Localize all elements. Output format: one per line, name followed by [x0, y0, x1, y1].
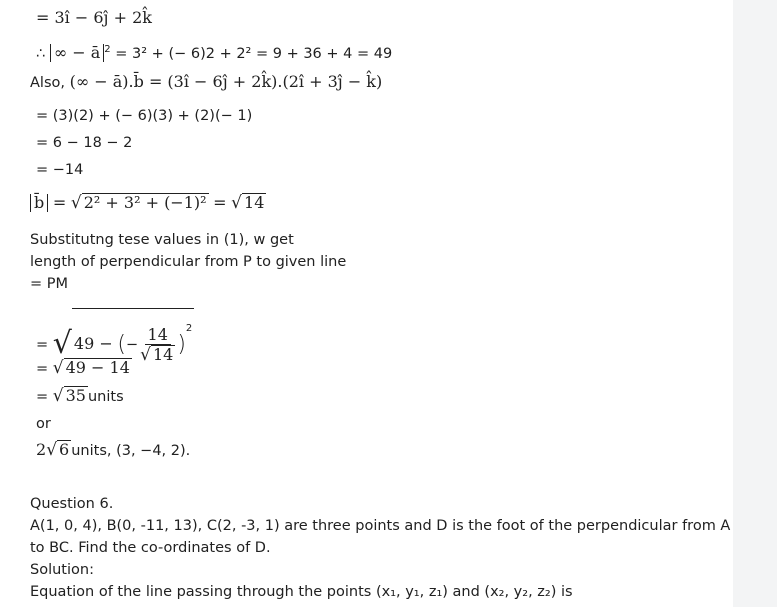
dot-product-expression: (∞ − ā).b̄ = (3î − 6ĵ + 2k̂).(2î + 3ĵ − k̂) [69, 72, 383, 91]
step-line-3 [30, 72, 382, 93]
right-sidebar [733, 0, 777, 607]
equals-sign: = [36, 337, 49, 353]
step-line-6: = −14 [36, 162, 84, 178]
or-label: or [36, 416, 51, 432]
sqrt-symbol: √ [52, 386, 64, 406]
term-49: 49 − [73, 334, 113, 353]
text-pm: = PM [30, 276, 69, 292]
sqrt-symbol: √ [70, 193, 82, 213]
power-2: 2 [104, 44, 111, 55]
step-line-4: = (3)(2) + (− 6)(3) + (2)(− 1) [36, 108, 253, 124]
magnitude-b: b̄ [30, 194, 48, 212]
text-length: length of perpendicular from P to given line [30, 254, 347, 270]
magnitude-expression: ∞ − ā [50, 44, 104, 62]
sqrt-symbol: √ [231, 193, 243, 213]
fraction: $\frac{14}{√ 14}$ [140, 325, 174, 365]
big-radicand: 49 − (− $\frac{14}{√ 14}$ )$^2$ [72, 308, 194, 365]
coefficient: 2 [36, 440, 47, 459]
step-line-2 [36, 40, 392, 64]
equals-sign: = [52, 193, 67, 212]
radicand: 2² + 3² + (−1)² [83, 193, 207, 212]
result-radicand: 14 [244, 193, 265, 212]
sqrt-symbol: √ [52, 326, 72, 361]
numerator: 14 [145, 326, 171, 345]
also-label: Also, [30, 75, 65, 91]
units-label: units [87, 389, 124, 405]
sqrt-symbol: √ [46, 440, 58, 460]
question-text-1: A(1, 0, 4), B(0, -11, 13), C(2, -3, 1) are three points and D is the foot of the perpendicular from A [30, 518, 731, 534]
solution-label: Solution: [30, 562, 94, 578]
therefore-symbol: ∴ [36, 45, 46, 62]
answer-line [36, 440, 190, 461]
text-substituting: Substitutng tese values in (1), w get [30, 232, 294, 248]
equals-sign: = [36, 389, 49, 405]
power-2: 2 [185, 323, 193, 334]
question-title: Question 6. [30, 496, 114, 512]
answer-rest: units, (3, −4, 2). [71, 443, 191, 459]
sqrt-symbol: √ [52, 358, 64, 378]
radicand: 49 − 14 [65, 358, 130, 377]
magnitude-b-line [30, 193, 266, 214]
question-text-2: to BC. Find the co-ordinates of D. [30, 540, 271, 556]
step-line-2-rest: = 3² + (− 6)2 + 2² = 9 + 36 + 4 = 49 [115, 45, 393, 62]
denominator: 14 [152, 345, 174, 364]
step-sqrt-49-14 [36, 358, 132, 379]
equals-sign: = [213, 193, 227, 212]
radicand: 6 [59, 440, 70, 459]
step-sqrt-35 [36, 386, 124, 407]
equals-sign: = [36, 361, 49, 377]
step-line-5: = 6 − 18 − 2 [36, 135, 133, 151]
radicand: 35 [65, 386, 86, 405]
step-line-1: = 3î − 6ĵ + 2k̂ [36, 8, 152, 27]
line-equation-text: Equation of the line passing through the points (x₁, y₁, z₁) and (x₂, y₂, z₂) is [30, 584, 573, 600]
